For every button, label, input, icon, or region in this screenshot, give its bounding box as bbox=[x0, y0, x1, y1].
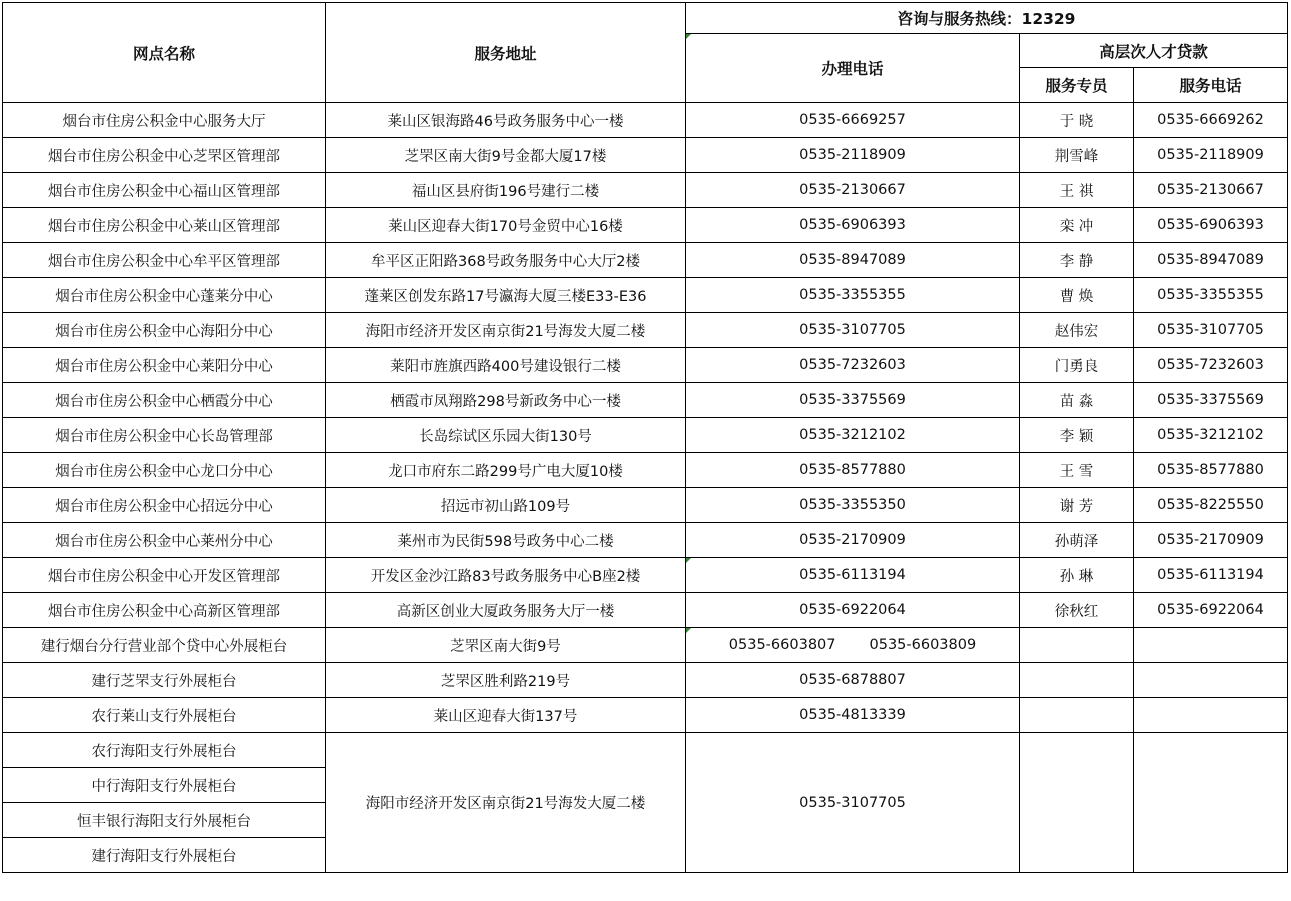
service-phone-cell: 0535-3375569 bbox=[1134, 383, 1288, 418]
specialist-cell: 王 祺 bbox=[1020, 173, 1134, 208]
service-phone-cell: 0535-3107705 bbox=[1134, 313, 1288, 348]
specialist-cell-empty bbox=[1020, 698, 1134, 733]
phone-cell: 0535-2118909 bbox=[686, 138, 1020, 173]
address-cell: 龙口市府东二路299号广电大厦10楼 bbox=[326, 453, 686, 488]
address-cell: 长岛综试区乐园大街130号 bbox=[326, 418, 686, 453]
table-row bbox=[3, 103, 1288, 138]
merged-specialist-cell-empty bbox=[1020, 733, 1134, 873]
specialist-cell: 孙 琳 bbox=[1020, 558, 1134, 593]
specialist-cell: 王 雪 bbox=[1020, 453, 1134, 488]
address-cell: 莱山区迎春大街170号金贸中心16楼 bbox=[326, 208, 686, 243]
outlet-name-cell: 恒丰银行海阳支行外展柜台 bbox=[3, 803, 326, 838]
outlet-name-cell: 烟台市住房公积金中心牟平区管理部 bbox=[3, 243, 326, 278]
address-cell: 栖霞市凤翔路298号新政务中心一楼 bbox=[326, 383, 686, 418]
table-row bbox=[3, 173, 1288, 208]
table-row bbox=[3, 523, 1288, 558]
service-phone-cell: 0535-2118909 bbox=[1134, 138, 1288, 173]
address-cell: 莱阳市旌旗西路400号建设银行二楼 bbox=[326, 348, 686, 383]
outlet-name-cell: 烟台市住房公积金中心海阳分中心 bbox=[3, 313, 326, 348]
service-phone-cell: 0535-6669262 bbox=[1134, 103, 1288, 138]
specialist-cell: 李 颖 bbox=[1020, 418, 1134, 453]
phone-cell: 0535-6906393 bbox=[686, 208, 1020, 243]
phone-primary: 0535-6603807 bbox=[728, 637, 836, 653]
address-cell: 莱山区银海路46号政务服务中心一楼 bbox=[326, 103, 686, 138]
table-row bbox=[3, 698, 1288, 733]
address-cell: 莱州市为民街598号政务中心二楼 bbox=[326, 523, 686, 558]
outlet-name-cell: 烟台市住房公积金中心福山区管理部 bbox=[3, 173, 326, 208]
address-cell: 蓬莱区创发东路17号瀛海大厦三楼E33-E36 bbox=[326, 278, 686, 313]
outlet-name-cell: 烟台市住房公积金中心莱阳分中心 bbox=[3, 348, 326, 383]
address-cell: 芝罘区南大街9号 bbox=[326, 628, 686, 663]
phone-cell: 0535-3375569 bbox=[686, 383, 1020, 418]
phone-cell: 0535-6922064 bbox=[686, 593, 1020, 628]
address-cell: 福山区县府街196号建行二楼 bbox=[326, 173, 686, 208]
specialist-cell: 李 静 bbox=[1020, 243, 1134, 278]
phone-cell: 0535-6113194 bbox=[686, 558, 1020, 593]
table-row bbox=[3, 348, 1288, 383]
table-row bbox=[3, 243, 1288, 278]
table-row bbox=[3, 663, 1288, 698]
service-phone-cell-empty bbox=[1134, 628, 1288, 663]
service-phone-cell: 0535-7232603 bbox=[1134, 348, 1288, 383]
header-service-address: 服务地址 bbox=[326, 3, 686, 103]
specialist-cell: 谢 芳 bbox=[1020, 488, 1134, 523]
header-service-specialist: 服务专员 bbox=[1020, 68, 1134, 103]
specialist-cell-empty bbox=[1020, 663, 1134, 698]
outlet-name-cell: 烟台市住房公积金中心高新区管理部 bbox=[3, 593, 326, 628]
bank-counter-rows bbox=[3, 628, 1288, 733]
table-row bbox=[3, 138, 1288, 173]
outlet-name-cell: 烟台市住房公积金中心龙口分中心 bbox=[3, 453, 326, 488]
phone-cell: 0535-8947089 bbox=[686, 243, 1020, 278]
phone-cell: 0535-6878807 bbox=[686, 663, 1020, 698]
outlet-name-cell: 农行海阳支行外展柜台 bbox=[3, 733, 326, 768]
outlet-name-cell: 农行莱山支行外展柜台 bbox=[3, 698, 326, 733]
table-row bbox=[3, 278, 1288, 313]
address-cell: 高新区创业大厦政务服务大厅一楼 bbox=[326, 593, 686, 628]
table-row bbox=[3, 628, 1288, 663]
address-cell: 开发区金沙江路83号政务服务中心B座2楼 bbox=[326, 558, 686, 593]
header-row-1 bbox=[3, 3, 1288, 34]
phone-cell bbox=[686, 628, 1020, 663]
outlet-name-cell: 烟台市住房公积金中心芝罘区管理部 bbox=[3, 138, 326, 173]
service-phone-cell: 0535-6922064 bbox=[1134, 593, 1288, 628]
outlet-name-cell: 建行海阳支行外展柜台 bbox=[3, 838, 326, 873]
service-phone-cell-empty bbox=[1134, 698, 1288, 733]
phone-cell: 0535-3107705 bbox=[686, 313, 1020, 348]
outlet-name-cell: 建行烟台分行营业部个贷中心外展柜台 bbox=[3, 628, 326, 663]
phone-secondary: 0535-6603809 bbox=[869, 637, 977, 653]
outlet-name-cell: 中行海阳支行外展柜台 bbox=[3, 768, 326, 803]
service-outlet-table bbox=[2, 2, 1288, 873]
outlet-name-cell: 烟台市住房公积金中心栖霞分中心 bbox=[3, 383, 326, 418]
specialist-cell: 栾 冲 bbox=[1020, 208, 1134, 243]
specialist-cell: 于 晓 bbox=[1020, 103, 1134, 138]
specialist-cell: 曹 焕 bbox=[1020, 278, 1134, 313]
phone-cell: 0535-3355350 bbox=[686, 488, 1020, 523]
table-row bbox=[3, 558, 1288, 593]
header-service-phone: 服务电话 bbox=[1134, 68, 1288, 103]
header-talent-loan-group: 高层次人才贷款 bbox=[1020, 34, 1288, 68]
phone-cell: 0535-7232603 bbox=[686, 348, 1020, 383]
specialist-cell: 孙萌泽 bbox=[1020, 523, 1134, 558]
outlet-name-cell: 烟台市住房公积金中心莱山区管理部 bbox=[3, 208, 326, 243]
phone-cell: 0535-3355355 bbox=[686, 278, 1020, 313]
specialist-cell-empty bbox=[1020, 628, 1134, 663]
outlet-name-cell: 烟台市住房公积金中心招远分中心 bbox=[3, 488, 326, 523]
merged-phone-cell: 0535-3107705 bbox=[686, 733, 1020, 873]
service-phone-cell: 0535-6113194 bbox=[1134, 558, 1288, 593]
service-phone-cell: 0535-3355355 bbox=[1134, 278, 1288, 313]
address-cell: 芝罘区南大街9号金都大厦17楼 bbox=[326, 138, 686, 173]
service-phone-cell: 0535-8577880 bbox=[1134, 453, 1288, 488]
address-cell: 海阳市经济开发区南京街21号海发大厦二楼 bbox=[326, 313, 686, 348]
header-outlet-name: 网点名称 bbox=[3, 3, 326, 103]
table-row bbox=[3, 418, 1288, 453]
address-cell: 招远市初山路109号 bbox=[326, 488, 686, 523]
header-handling-phone: 办理电话 bbox=[686, 34, 1020, 103]
service-phone-cell: 0535-8225550 bbox=[1134, 488, 1288, 523]
service-phone-cell: 0535-3212102 bbox=[1134, 418, 1288, 453]
service-phone-cell: 0535-8947089 bbox=[1134, 243, 1288, 278]
table-row bbox=[3, 208, 1288, 243]
merged-service-phone-cell-empty bbox=[1134, 733, 1288, 873]
phone-cell: 0535-8577880 bbox=[686, 453, 1020, 488]
service-phone-cell-empty bbox=[1134, 663, 1288, 698]
address-cell: 莱山区迎春大街137号 bbox=[326, 698, 686, 733]
outlet-name-cell: 烟台市住房公积金中心开发区管理部 bbox=[3, 558, 326, 593]
specialist-cell: 徐秋红 bbox=[1020, 593, 1134, 628]
specialist-cell: 赵伟宏 bbox=[1020, 313, 1134, 348]
outlet-name-cell: 烟台市住房公积金中心蓬莱分中心 bbox=[3, 278, 326, 313]
outlet-name-cell: 烟台市住房公积金中心长岛管理部 bbox=[3, 418, 326, 453]
service-phone-cell: 0535-2170909 bbox=[1134, 523, 1288, 558]
phone-cell: 0535-2170909 bbox=[686, 523, 1020, 558]
specialist-cell: 荆雪峰 bbox=[1020, 138, 1134, 173]
outlet-name-cell: 建行芝罘支行外展柜台 bbox=[3, 663, 326, 698]
service-phone-cell: 0535-2130667 bbox=[1134, 173, 1288, 208]
haiyang-counter-rows bbox=[3, 733, 1288, 873]
phone-cell: 0535-4813339 bbox=[686, 698, 1020, 733]
phone-cell: 0535-6669257 bbox=[686, 103, 1020, 138]
table-row bbox=[3, 593, 1288, 628]
specialist-cell: 门勇良 bbox=[1020, 348, 1134, 383]
merged-address-cell: 海阳市经济开发区南京街21号海发大厦二楼 bbox=[326, 733, 686, 873]
address-cell: 牟平区正阳路368号政务服务中心大厅2楼 bbox=[326, 243, 686, 278]
table-row bbox=[3, 488, 1288, 523]
hotline-header: 咨询与服务热线：12329 bbox=[686, 3, 1288, 34]
table-row bbox=[3, 453, 1288, 488]
table-row bbox=[3, 383, 1288, 418]
outlet-name-cell: 烟台市住房公积金中心莱州分中心 bbox=[3, 523, 326, 558]
table-row bbox=[3, 733, 1288, 768]
service-phone-cell: 0535-6906393 bbox=[1134, 208, 1288, 243]
outlet-rows bbox=[3, 103, 1288, 628]
address-cell: 芝罘区胜利路219号 bbox=[326, 663, 686, 698]
phone-cell: 0535-2130667 bbox=[686, 173, 1020, 208]
phone-cell: 0535-3212102 bbox=[686, 418, 1020, 453]
specialist-cell: 苗 淼 bbox=[1020, 383, 1134, 418]
outlet-name-cell: 烟台市住房公积金中心服务大厅 bbox=[3, 103, 326, 138]
table-row bbox=[3, 313, 1288, 348]
